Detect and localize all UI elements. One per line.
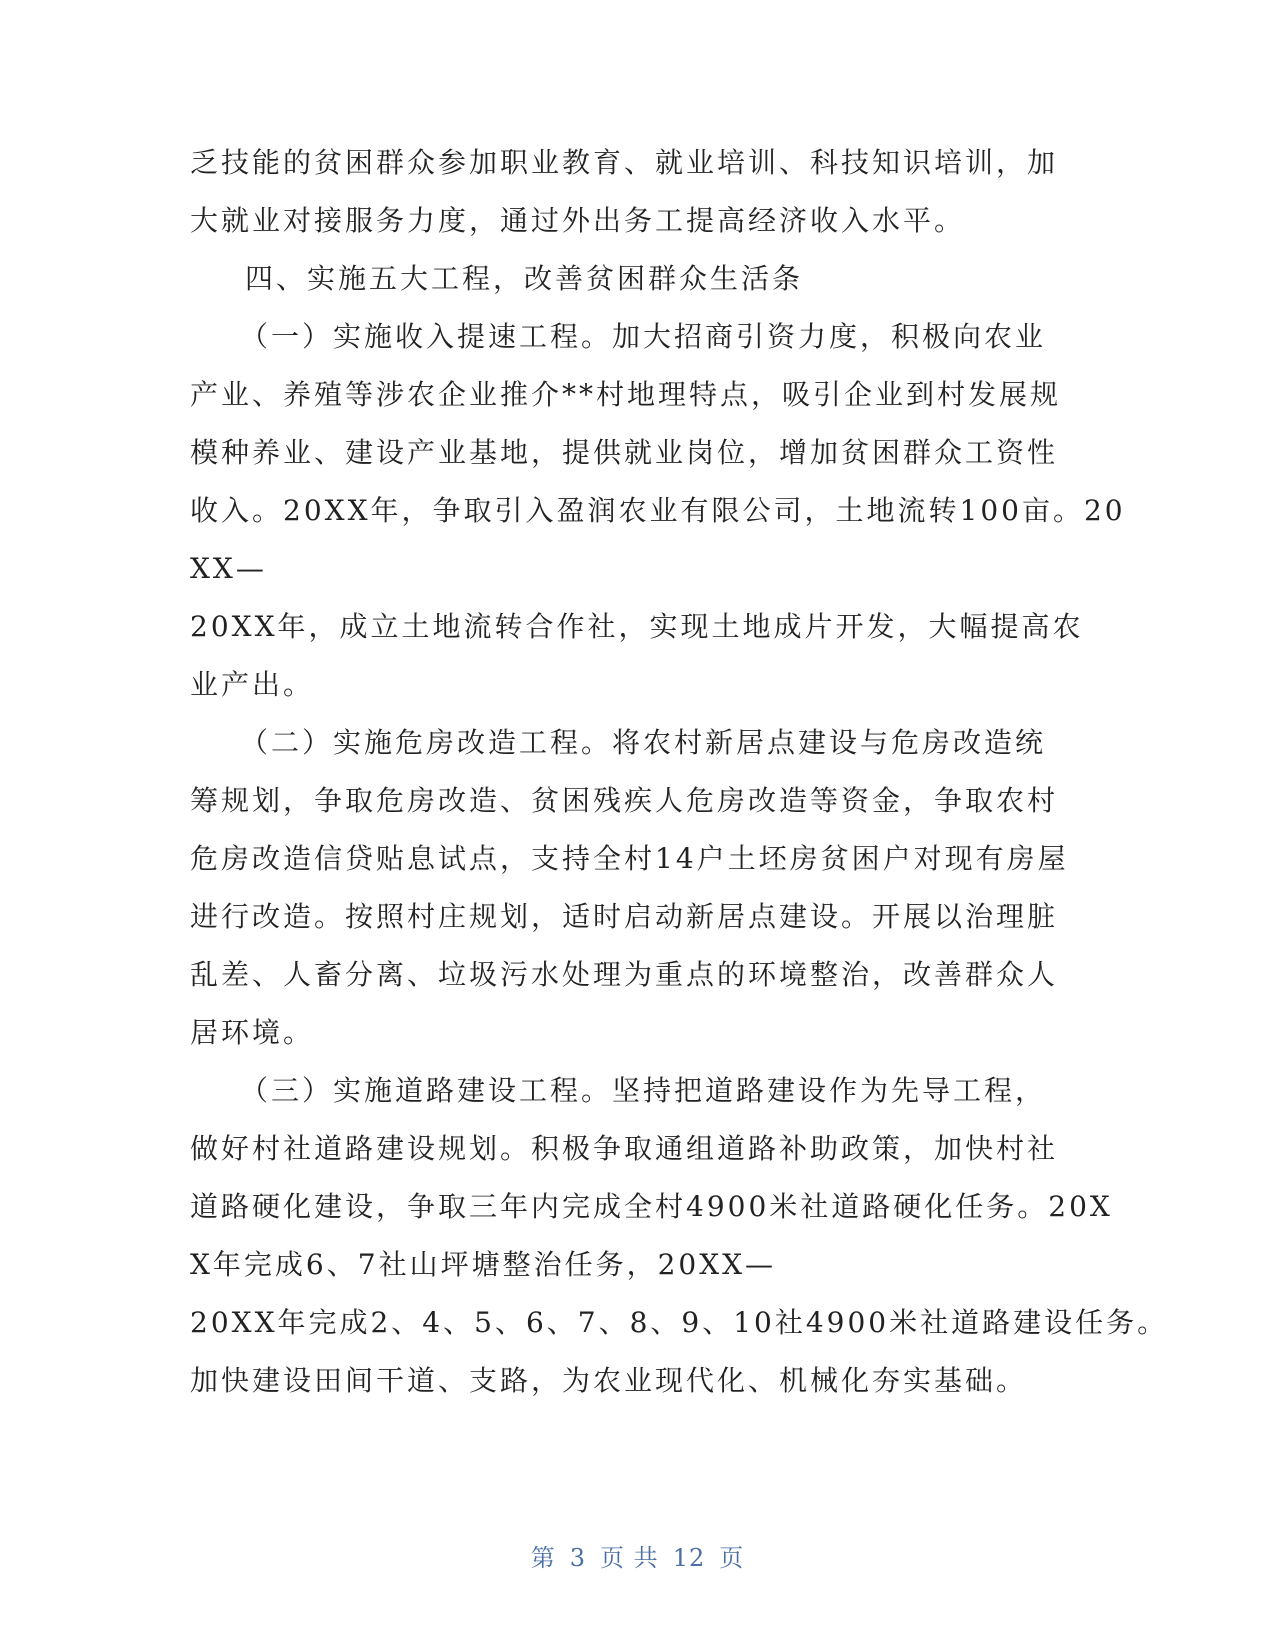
footer-suffix: 页 xyxy=(719,1544,745,1572)
text-line: 乱差、人畜分离、垃圾污水处理为重点的环境整治，改善群众人 xyxy=(190,958,1059,991)
text-line: 业产出。 xyxy=(190,668,315,701)
page-footer xyxy=(0,1538,1275,1573)
text-line: X年完成6、7社山坪塘整治任务，20XX— xyxy=(190,1248,777,1281)
text-line: 乏技能的贫困群众参加职业教育、就业培训、科技知识培训，加 xyxy=(190,146,1059,179)
text-line: XX— xyxy=(190,552,267,585)
text-line: 大就业对接服务力度，通过外出务工提高经济收入水平。 xyxy=(190,204,966,237)
text-line: 进行改造。按照村庄规划，适时启动新居点建设。开展以治理脏 xyxy=(190,900,1059,933)
text-line: 做好村社道路建设规划。积极争取通组道路补助政策，加快村社 xyxy=(190,1132,1059,1165)
text-line: 20XX年，成立土地流转合作社，实现土地成片开发，大幅提高农 xyxy=(190,610,1084,643)
text-line: 模种养业、建设产业基地，提供就业岗位，增加贫困群众工资性 xyxy=(190,436,1059,469)
text-line: 筹规划，争取危房改造、贫困残疾人危房改造等资金，争取农村 xyxy=(190,784,1059,817)
footer-prefix: 第 xyxy=(530,1544,556,1572)
footer-middle: 页 共 xyxy=(600,1544,659,1572)
total-page-count: 12 xyxy=(672,1544,706,1572)
subsection-heading-2: （二）实施危房改造工程。将农村新居点建设与危房改造统 xyxy=(240,726,1047,759)
subsection-heading-1: （一）实施收入提速工程。加大招商引资力度，积极向农业 xyxy=(240,320,1047,353)
current-page-number: 3 xyxy=(569,1544,587,1572)
text-line: 道路硬化建设，争取三年内完成全村4900米社道路硬化任务。20X xyxy=(190,1190,1113,1223)
text-line: 危房改造信贷贴息试点，支持全村14户土坯房贫困户对现有房屋 xyxy=(190,842,1069,875)
text-line: 20XX年完成2、4、5、6、7、8、9、10社4900米社道路建设任务。 xyxy=(190,1306,1169,1339)
text-line: 产业、养殖等涉农企业推介**村地理特点，吸引企业到村发展规 xyxy=(190,378,1062,411)
text-line: 收入。20XX年，争取引入盈润农业有限公司，土地流转100亩。20 xyxy=(190,494,1126,527)
text-line: 加快建设田间干道、支路，为农业现代化、机械化夯实基础。 xyxy=(190,1364,1028,1397)
section-heading: 四、实施五大工程，改善贫困群众生活条 xyxy=(245,262,804,295)
subsection-heading-3: （三）实施道路建设工程。坚持把道路建设作为先导工程， xyxy=(240,1074,1047,1107)
text-line: 居环境。 xyxy=(190,1016,315,1049)
